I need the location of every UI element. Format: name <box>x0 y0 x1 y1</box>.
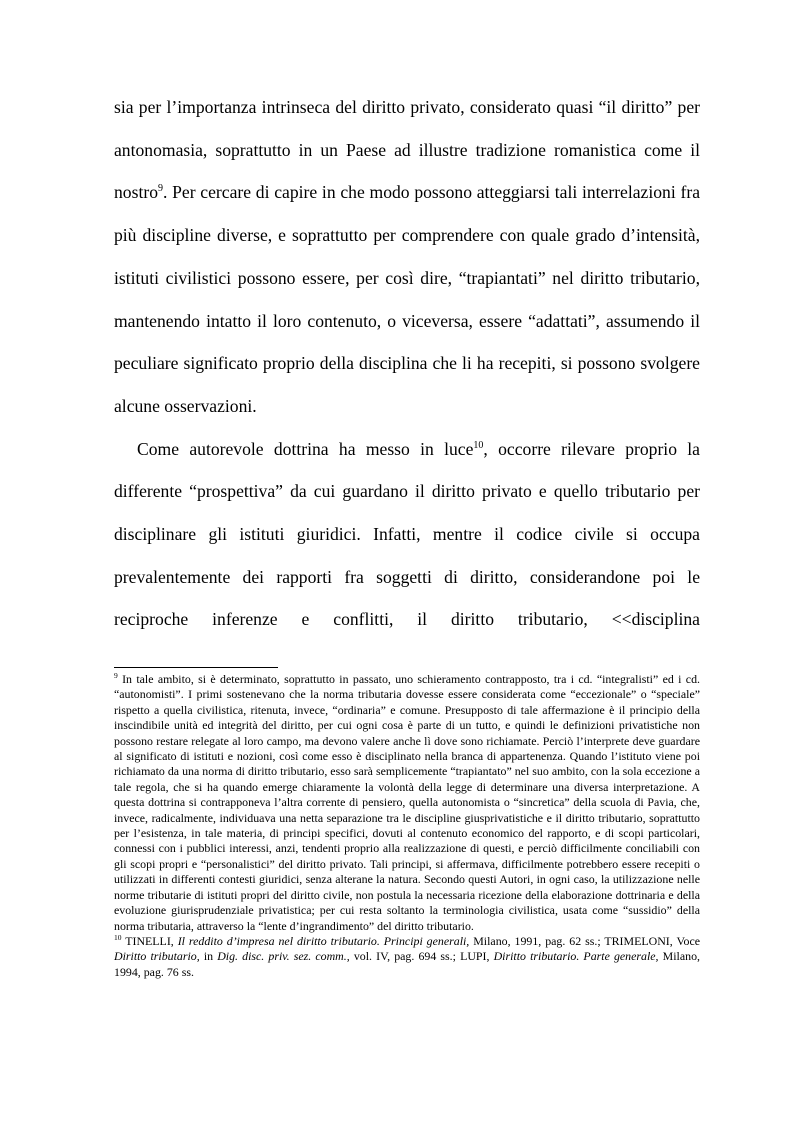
footnote-9-text: In tale ambito, si è determinato, soprattutto in passato, uno schieramento contrapposto, tra i cd. “integralisti” ed i cd. “autonomisti”. I primi sostenevano che la norma tributaria dovesse essere considerata come “eccezionale” o “speciale” rispetto a quella civilistica, ritenuta, invece, “ordinaria” e comune. Presupposto di tale affermazione è il principio della inscindibile unità ed integrità del diritto, per cui ogni cosa è parte di un tutto, e quindi le definizioni privatistiche non possono restare relegate al loro campo, ma devono valere anche lì dove sono richiamate. Perciò l’interprete deve guardare al significato di istituti e nozioni, così come esso è disciplinato nella branca di appartenenza. Quando l’istituto viene poi richiamato da una norma di diritto tributario, esso sarà semplicemente “trapiantato” nel suo ambito, con la sola eccezione a tale regola, che si ha quando emerge chiaramente la volontà della legge di determinare una diversa interpretazione. A questa dottrina si contrapponeva l’altra corrente di pensiero, quella autonomista o “sincretica” della scuola di Pavia, che, invece, radicalmente, individuava una netta separazione tra le discipline giusprivatistiche e il diritto tributario, soprattutto per l’esistenza, in tale materia, di principi specifici, dovuti al contenuto economico del rapporto, e di scopi particolari, connessi con i pubblici interessi, anzi, tendenti proprio alla realizzazione di questi, e perciò difficilmente conciliabili con gli scopi propri e “personalistici” del diritto privato. Tali principi, si affermava, difficilmente potrebbero essere recepiti o utilizzati in differenti contesti giuridici, senza alterane la natura. Secondo questi Autori, in ogni caso, la utilizzazione nelle norme tributarie di istituti propri del diritto civile, non postula la necessaria ricezione della elaborazione dottrinaria e della evoluzione giurisprudenziale privatistica; per cui resta soltanto la terminologia civilistica, usata come “sussidio” della norma tributaria, attraverso la “lente d’ingrandimento” del diritto tributario. <box>114 672 700 933</box>
paragraph-1-text-a: sia per l’importanza intrinseca del diritto privato, considerato quasi “il diritto” per antonomasia, soprattutto in un Paese ad illustre tradizione romanistica come il nostro <box>114 97 700 203</box>
footnote-10-title-3: Dig. disc. priv. sez. comm., <box>217 949 350 964</box>
footnote-10-text-i: Milano, 1994, pag. 76 ss. <box>114 949 700 979</box>
paragraph-2 <box>114 428 700 642</box>
footnote-10 <box>114 934 700 980</box>
footnote-10-title-1: Il reddito d’impresa nel diritto tributario. Principi generali, <box>177 933 470 948</box>
footnote-9 <box>114 672 700 934</box>
paragraph-1 <box>114 86 700 428</box>
main-text <box>114 86 700 641</box>
footnote-separator <box>114 667 278 668</box>
footnote-ref-10[interactable]: 10 <box>473 439 484 451</box>
footnote-9-number: 9 <box>114 671 118 680</box>
footnote-10-text-c: Milano, 1991, pag. 62 ss.; TRIMELONI, Voce <box>469 933 701 948</box>
footnote-10-title-2: Diritto tributario, <box>114 949 200 964</box>
footnote-ref-9[interactable]: 9 <box>157 183 163 195</box>
footnotes <box>114 672 700 980</box>
paragraph-2-text-a: Come autorevole dottrina ha messo in luce <box>137 438 474 459</box>
footnote-10-text-g: vol. IV, pag. 694 ss.; LUPI, <box>349 949 494 964</box>
paragraph-1-text-b: . Per cercare di capire in che modo possono atteggiarsi tali interrelazioni fra più discipline diverse, e soprattutto per comprendere con quale grado d’intensità, istituti civilistici possono essere, per così dire, “trapiantati” nel diritto tributario, mantenendo intatto il loro contenuto, o viceversa, essere “adattati”, assumendo il peculiare significato proprio della disciplina che li ha recepiti, si possono svolgere alcune osservazioni. <box>114 182 700 416</box>
footnote-10-title-4: Diritto tributario. Parte generale, <box>493 949 659 964</box>
footnote-10-text-a: TINELLI, <box>121 933 178 948</box>
footnote-10-number: 10 <box>114 932 122 942</box>
footnote-10-text-e: in <box>199 949 218 964</box>
paragraph-2-text-b: , occorre rilevare proprio la differente “prospettiva” da cui guardano il diritto privato e quello tributario per disciplinare gli istituti giuridici. Infatti, mentre il codice civile si occupa prevalentemente dei rapporti fra soggetti di diritto, considerandone poi le reciproche inferenze e conflitti, il diritto tributario, <<disciplina <box>114 438 700 630</box>
